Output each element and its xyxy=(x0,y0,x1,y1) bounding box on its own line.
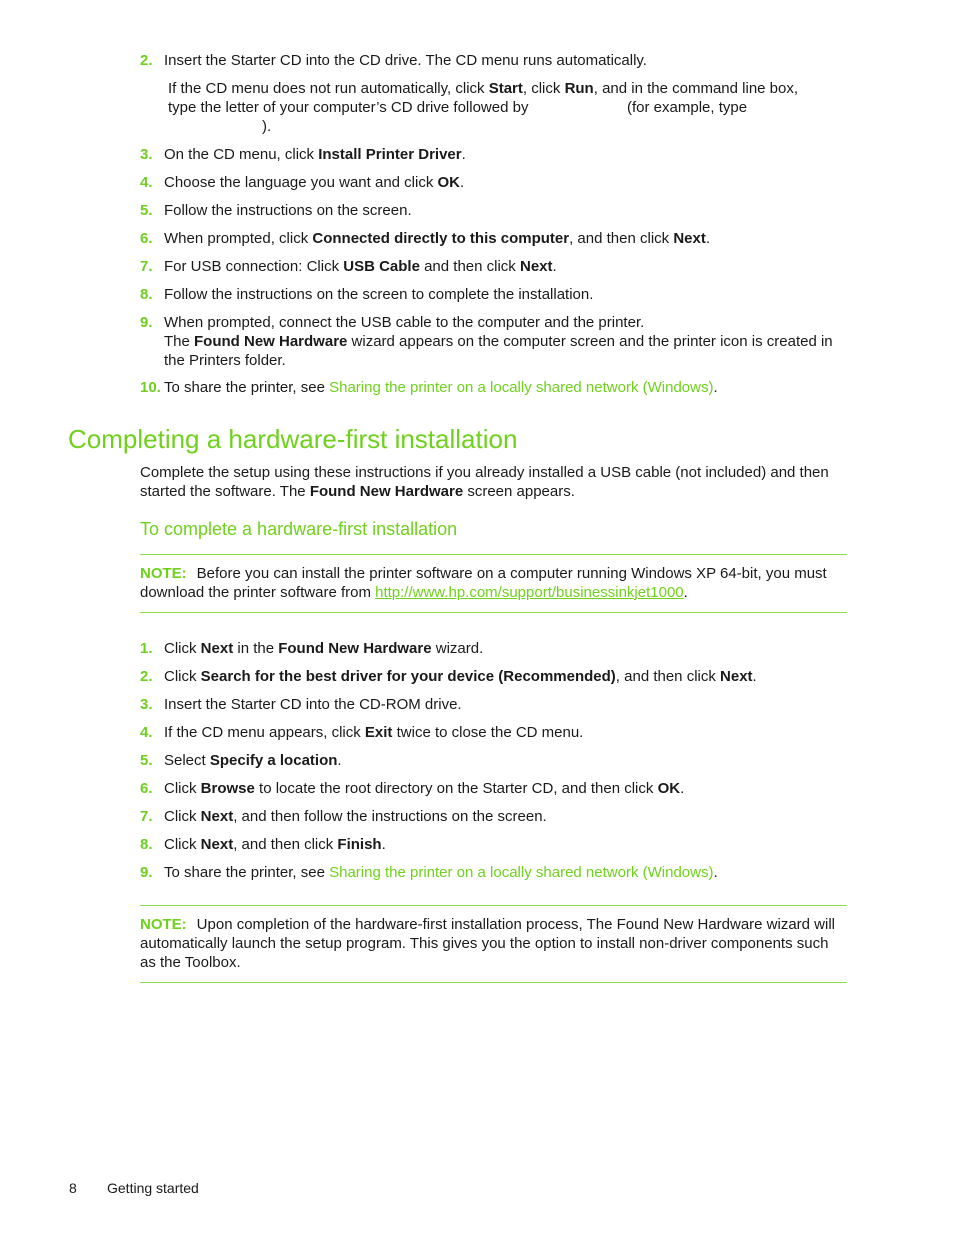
list-item: 8. Follow the instructions on the screen to complete the installation. xyxy=(140,286,594,303)
list-item: 9. When prompted, connect the USB cable to the computer and the printer. The Found New Hardware wizard appears on the computer screen and the printer icon is created in the Printers folder. xyxy=(140,314,833,369)
step2-detail: If the CD menu does not run automatically, click Start, click Run, and in the command line box, type the letter of your computer’s CD drive followed by (for example, type ). xyxy=(168,80,799,135)
sharing-link[interactable]: Sharing the printer on a locally shared network (Windows) xyxy=(329,864,714,881)
step-text: Insert the Starter CD into the CD drive. The CD menu runs automatically. xyxy=(164,52,647,69)
list-item: 7. For USB connection: Click USB Cable and then click Next. xyxy=(140,258,557,275)
list-item: 1. Click Next in the Found New Hardware wizard. xyxy=(140,640,484,657)
list-item: 10. To share the printer, see Sharing the printer on a locally shared network (Windows). xyxy=(140,379,718,396)
list-item: 5. Select Specify a location. xyxy=(140,752,342,769)
page-number: 8 xyxy=(69,1180,77,1196)
note-box: NOTE: Upon completion of the hardware-first installation process, The Found New Hardware wizard will automatically launch the setup program. This gives you the option to install non-driver components such as the Toolbox. xyxy=(140,916,836,971)
list-item: 2. Click Search for the best driver for your device (Recommended), and then click Next. xyxy=(140,668,757,685)
list-item: 3. Insert the Starter CD into the CD-ROM drive. xyxy=(140,696,462,713)
list-item: 9. To share the printer, see Sharing the printer on a locally shared network (Windows). xyxy=(140,864,718,881)
list-item: 4. If the CD menu appears, click Exit twice to close the CD menu. xyxy=(140,724,584,741)
section-heading: Completing a hardware-first installation xyxy=(68,424,518,454)
divider xyxy=(140,612,847,613)
note-label: NOTE: xyxy=(140,565,187,582)
list-item xyxy=(140,51,840,70)
footer-section-title: Getting started xyxy=(107,1180,199,1196)
intro-paragraph: Complete the setup using these instructions if you already installed a USB cable (not included) and then started the software. The Found New Hardware screen appears. xyxy=(140,464,829,500)
support-url-link[interactable]: http://www.hp.com/support/businessinkjet1000 xyxy=(375,584,684,601)
list-item: 5. Follow the instructions on the screen. xyxy=(140,202,412,219)
list-item: 7. Click Next, and then follow the instructions on the screen. xyxy=(140,808,547,825)
divider xyxy=(140,554,847,555)
list-item: 3. On the CD menu, click Install Printer Driver. xyxy=(140,146,466,163)
note-box: NOTE: Before you can install the printer software on a computer running Windows XP 64-bit, you must download the printer software from http://www.hp.com/support/businessinkjet1000. xyxy=(140,565,827,601)
divider xyxy=(140,905,847,906)
sharing-link[interactable]: Sharing the printer on a locally shared network (Windows) xyxy=(329,379,714,396)
list-item: 6. When prompted, click Connected directly to this computer, and then click Next. xyxy=(140,230,711,247)
list-item: 6. Click Browse to locate the root directory on the Starter CD, and then click OK. xyxy=(140,780,685,797)
note-label: NOTE: xyxy=(140,916,187,933)
step-number: 2. xyxy=(140,52,153,69)
list-item: 8. Click Next, and then click Finish. xyxy=(140,836,386,853)
procedure-heading: To complete a hardware-first installation xyxy=(140,519,458,539)
list-item: 4. Choose the language you want and click OK. xyxy=(140,174,465,191)
divider xyxy=(140,982,847,983)
